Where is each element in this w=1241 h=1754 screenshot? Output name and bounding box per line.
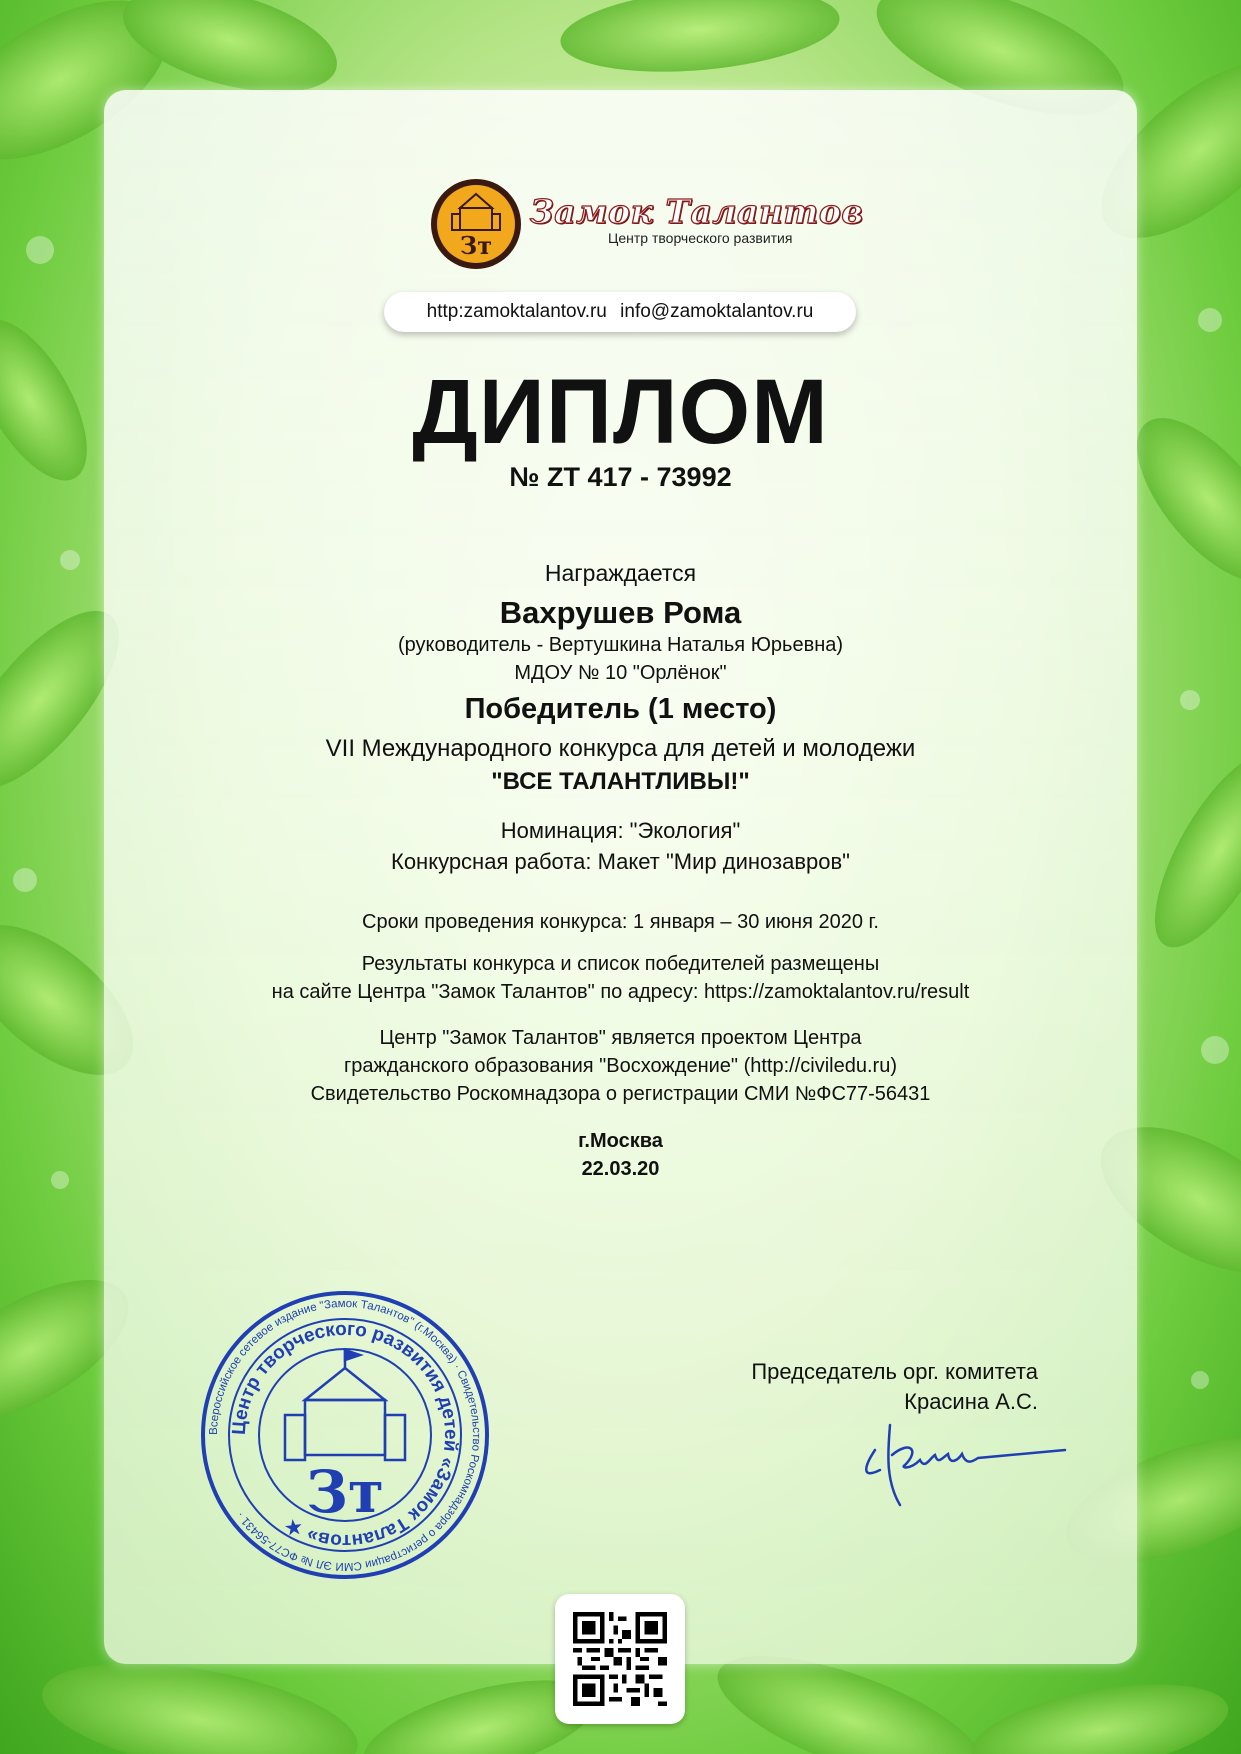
chair-role: Председатель орг. комитета <box>751 1359 1038 1384</box>
signature-block <box>751 1357 1038 1417</box>
diploma-number: № ZT 417 - 73992 <box>509 462 732 492</box>
city-line: г.Москва <box>578 1130 663 1152</box>
castle-logo-icon <box>430 178 522 270</box>
brand-subtitle: Центр творческого развития <box>608 230 793 246</box>
recipient-name: Вахрушев Рома <box>499 595 742 630</box>
stamp-letters: Зт <box>306 1458 384 1526</box>
nomination-line: Номинация: "Экология" <box>500 818 741 843</box>
email-link[interactable]: info@zamoktalantov.ru <box>620 301 814 322</box>
qr-code-icon <box>573 1612 667 1706</box>
signature-icon <box>850 1410 1080 1510</box>
contest-line: VII Международного конкурса для детей и молодежи <box>325 735 916 762</box>
awarded-label: Награждается <box>544 560 697 586</box>
leader-line: (руководитель - Вертушкина Наталья Юрьевна) <box>397 634 844 656</box>
contest-name: "ВСЕ ТАЛАНТЛИВЫ!" <box>491 768 750 795</box>
center-line-2: гражданского образования "Восхождение" (http://civiledu.ru) <box>344 1055 897 1077</box>
center-line-3: Свидетельство Роскомнадзора о регистрации СМИ №ФС77-56431 <box>310 1083 931 1105</box>
center-line-1: Центр "Замок Талантов" является проектом Центра <box>379 1027 862 1049</box>
results-line-1: Результаты конкурса и список победителей размещены <box>361 953 880 975</box>
logo-letters: Зт <box>459 231 493 260</box>
chair-name: Красина А.С. <box>904 1389 1038 1414</box>
results-line-2: на сайте Центра "Замок Талантов" по адресу: https://zamoktalantov.ru/result <box>271 981 970 1003</box>
diploma-title: ДИПЛОМ <box>412 361 829 463</box>
stamp-icon <box>200 1290 490 1580</box>
period-line: Сроки проведения конкурса: 1 января – 30 июня 2020 г. <box>362 911 879 933</box>
school-line: МДОУ № 10 "Орлёнок" <box>514 662 727 684</box>
site-link[interactable]: http:zamoktalantov.ru <box>426 301 607 322</box>
work-line: Конкурсная работа: Макет "Мир динозавров" <box>391 849 850 874</box>
stamp-outer-text: Всероссийское сетевое издание "Замок Талантов" (г.Москва) · Свидетельство Роскомнадзора о регистрации СМИ ЭЛ № ФС77-56431 · <box>207 1297 483 1573</box>
contacts-bar <box>384 292 856 332</box>
date-line: 22.03.20 <box>581 1158 660 1180</box>
stamp-inner-text: Центр творческого развития детей «Замок Талантов» ★ <box>228 1318 462 1552</box>
qr-code[interactable] <box>555 1594 685 1724</box>
brand-name: Замок Талантов <box>530 192 864 231</box>
place-line: Победитель (1 место) <box>464 693 777 725</box>
